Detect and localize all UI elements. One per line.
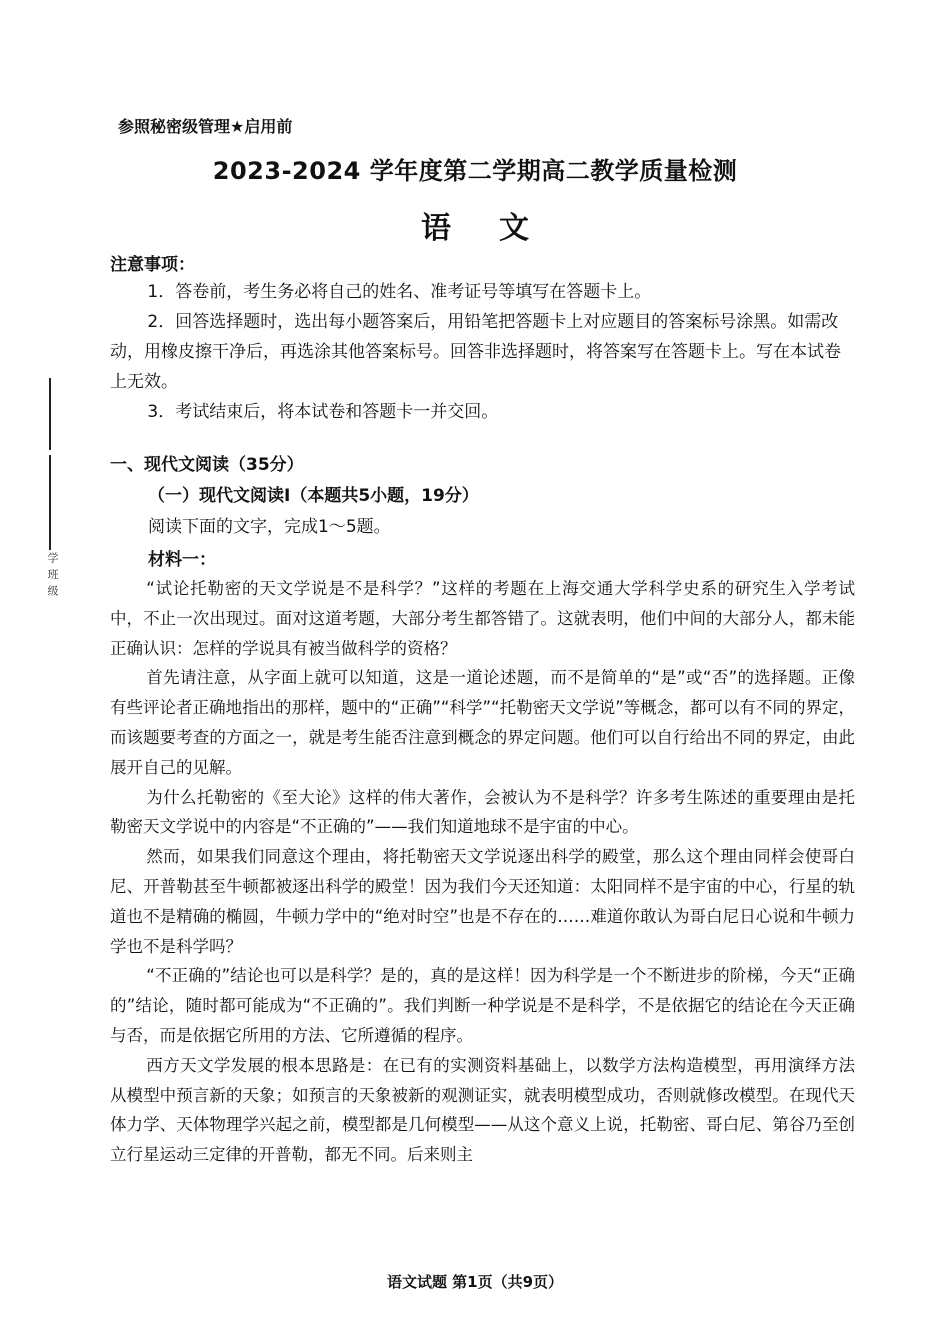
passage-paragraph: 首先请注意，从字面上就可以知道，这是一道论述题，而不是简单的“是”或“否”的选择题。正像有些评论者正确地指出的那样，题中的“正确”“科学”“托勒密天文学说”等概念，都可以有不同的界定，而该题要考查的方面之一，就是考生能否注意到概念的界定问题。他们可以自行给出不同的界定，由此展开自己的见解。 — [110, 668, 855, 777]
notice-list — [110, 277, 850, 427]
passage-paragraph: 西方天文学发展的根本思路是：在已有的实测资料基础上，以数学方法构造模型，再用演绎方法从模型中预言新的天象；如预言的天象被新的观测证实，就表明模型成功，否则就修改模型。在现代天体力学、天体物理学兴起之前，模型都是几何模型——从这个意义上说，托勒密、哥白尼、第谷乃至创立行星运动三定律的开普勒，都无不同。后来则主 — [110, 1055, 855, 1165]
notice-heading: 注意事项： — [110, 255, 195, 275]
material-heading: 材料一： — [148, 550, 216, 570]
notice-item: 3．考试结束后，将本试卷和答题卡一并交回。 — [147, 402, 499, 422]
binding-margin-line-top — [49, 378, 51, 450]
reading-passage — [110, 574, 855, 1170]
page-footer: 语文试题 第1页（共9页） — [386, 1273, 564, 1291]
passage-paragraph: “试论托勒密的天文学说是不是科学？”这样的考题在上海交通大学科学史系的研究生入学考试中，不止一次出现过。面对这道考题，大部分考生都答错了。这就表明，他们中间的大部分人，都未能正确认识：怎样的学说具有被当做科学的资格？ — [110, 579, 855, 658]
section-heading: 一、现代文阅读（35分） — [110, 455, 304, 475]
binding-margin-line-middle — [49, 455, 51, 550]
secret-level-label: 参照秘密级管理★启用前 — [118, 117, 293, 136]
notice-item: 2．回答选择题时，选出每小题答案后，用铅笔把答题卡上对应题目的答案标号涂黑。如需改动，用橡皮擦干净后，再选涂其他答案标号。回答非选择题时，将答案写在答题卡上。写在本试卷上无效。 — [110, 312, 841, 392]
binding-margin-note: 学 班 级 — [46, 552, 59, 597]
subsection-heading: （一）现代文阅读Ⅰ（本题共5小题，19分） — [148, 486, 479, 506]
passage-paragraph: 为什么托勒密的《至大论》这样的伟大著作，会被认为不是科学？许多考生陈述的重要理由是托勒密天文学说中的内容是“不正确的”——我们知道地球不是宇宙的中心。 — [110, 787, 855, 837]
passage-paragraph: “不正确的”结论也可以是科学？是的，真的是这样！因为科学是一个不断进步的阶梯，今天“正确的”结论，随时都可能成为“不正确的”。我们判断一种学说是不是科学，不是依据它的结论在今天正确与否，而是依据它所用的方法、它所遵循的程序。 — [110, 966, 855, 1045]
reading-instruction: 阅读下面的文字，完成1～5题。 — [148, 517, 391, 537]
subject-title: 语文 — [421, 211, 577, 246]
passage-paragraph: 然而，如果我们同意这个理由，将托勒密天文学说逐出科学的殿堂，那么这个理由同样会使哥白尼、开普勒甚至牛顿都被逐出科学的殿堂！因为我们今天还知道：太阳同样不是宇宙的中心，行星的轨道也不是精确的椭圆，牛顿力学中的“绝对时空”也是不存在的……难道你敢认为哥白尼日心说和牛顿力学也不是科学吗？ — [110, 847, 855, 956]
exam-title: 2023-2024 学年度第二学期高二教学质量检测 — [212, 157, 738, 185]
notice-item: 1．答卷前，考生务必将自己的姓名、准考证号等填写在答题卡上。 — [147, 282, 652, 302]
